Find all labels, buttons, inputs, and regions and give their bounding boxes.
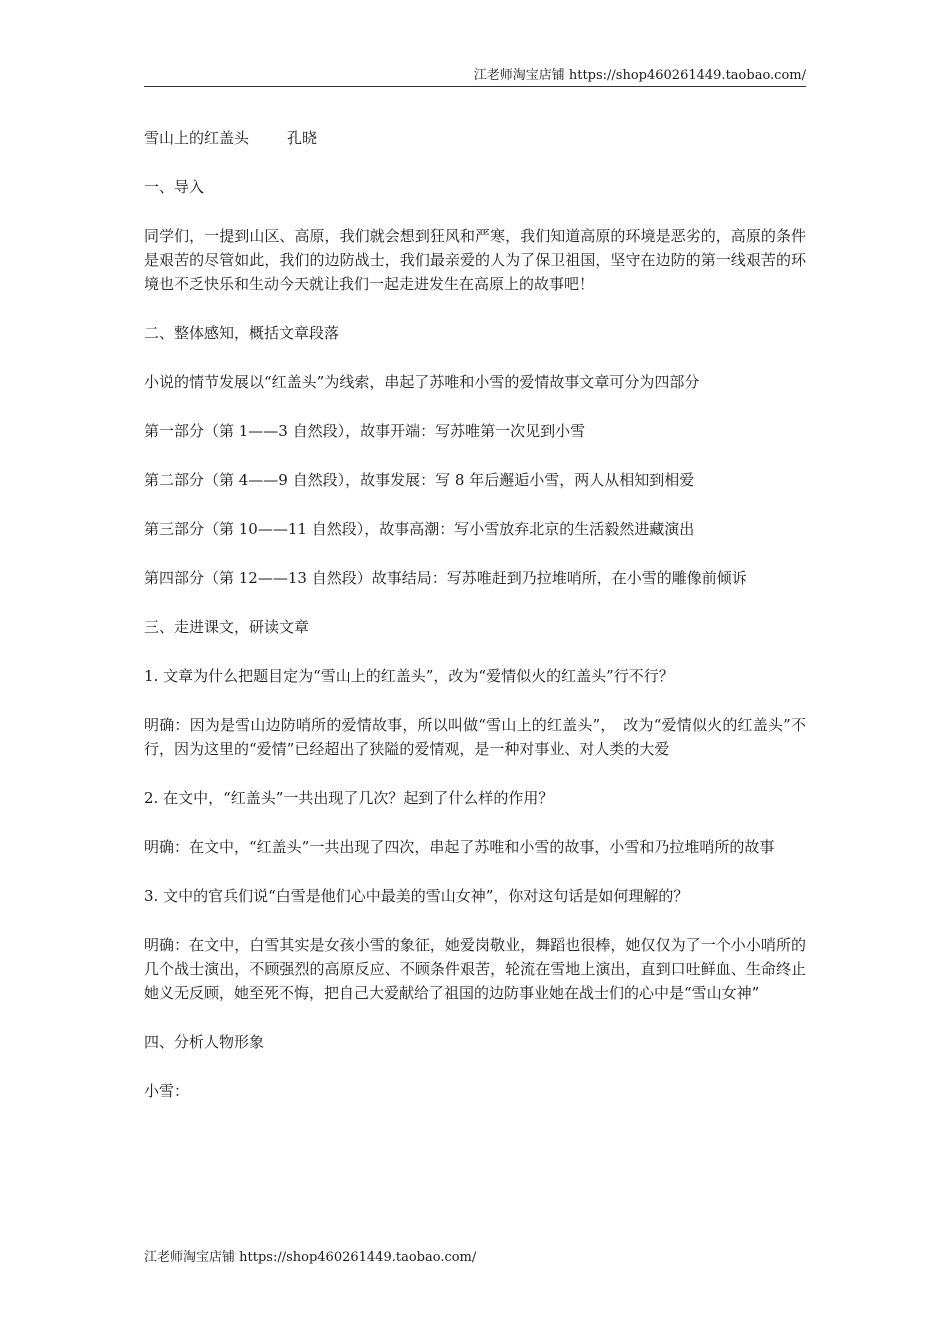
section-heading-2: 二、整体感知，概括文章段落 [144,324,340,342]
document-title-line [144,126,806,150]
section-heading-4: 四、分析人物形象 [144,1033,265,1051]
paragraph-intro: 同学们，一提到山区、高原，我们就会想到狂风和严寒，我们知道高原的环境是恶劣的，高原的条件是艰苦的尽管如此，我们的边防战士，我们最亲爱的人为了保卫祖国，坚守在边防的第一线艰苦的环境也不乏快乐和生动今天就让我们一起走进发生在高原上的故事吧！ [144,227,806,293]
paragraph-part-2: 第二部分（第 4——9 自然段），故事发展：写 8 年后邂逅小雪，两人从相知到相爱 [144,471,695,489]
paragraph-part-3: 第三部分（第 10——11 自然段），故事高潮：写小雪放弃北京的生活毅然进藏演出 [144,520,695,538]
document-author: 孔晓 [287,129,318,147]
character-item: 小雪： [144,1082,190,1100]
header-divider [144,86,806,87]
question-1: 1. 文章为什么把题目定为“雪山上的红盖头”，改为“爱情似火的红盖头”行不行？ [144,667,674,685]
question-2: 2. 在文中，“红盖头”一共出现了几次？起到了什么样的作用？ [144,789,554,807]
paragraph-structure-intro: 小说的情节发展以“红盖头”为线索，串起了苏唯和小雪的爱情故事文章可分为四部分 [144,373,700,391]
page-header: 江老师淘宝店铺 https://shop460261449.taobao.com/ [473,68,806,83]
paragraph-part-1: 第一部分（第 1——3 自然段），故事开端：写苏唯第一次见到小雪 [144,422,586,440]
answer-1: 明确：因为是雪山边防哨所的爱情故事，所以叫做“雪山上的红盖头”， 改为“爱情似火的红盖头”不行，因为这里的“爱情”已经超出了狭隘的爱情观，是一种对事业、对人类的大爱 [144,716,806,758]
section-heading-3: 三、走进课文，研读文章 [144,618,310,636]
document-body [144,126,806,1128]
question-3: 3. 文中的官兵们说“白雪是他们心中最美的雪山女神”，你对这句话是如何理解的？ [144,887,689,905]
document-title: 雪山上的红盖头 [144,129,250,147]
page-footer: 江老师淘宝店铺 https://shop460261449.taobao.com/ [144,1250,477,1265]
paragraph-part-4: 第四部分（第 12——13 自然段）故事结局：写苏唯赶到乃拉堆哨所，在小雪的雕像前倾诉 [144,569,747,587]
answer-3: 明确：在文中，白雪其实是女孩小雪的象征，她爱岗敬业，舞蹈也很棒，她仅仅为了一个小小哨所的几个战士演出，不顾强烈的高原反应、不顾条件艰苦，轮流在雪地上演出，直到口吐鲜血、生命终止她义无反顾，她至死不悔，把自己大爱献给了祖国的边防事业她在战士们的心中是“雪山女神” [144,936,806,1002]
answer-2: 明确：在文中，“红盖头”一共出现了四次，串起了苏唯和小雪的故事，小雪和乃拉堆哨所的故事 [144,838,775,856]
section-heading-1: 一、导入 [144,178,205,196]
